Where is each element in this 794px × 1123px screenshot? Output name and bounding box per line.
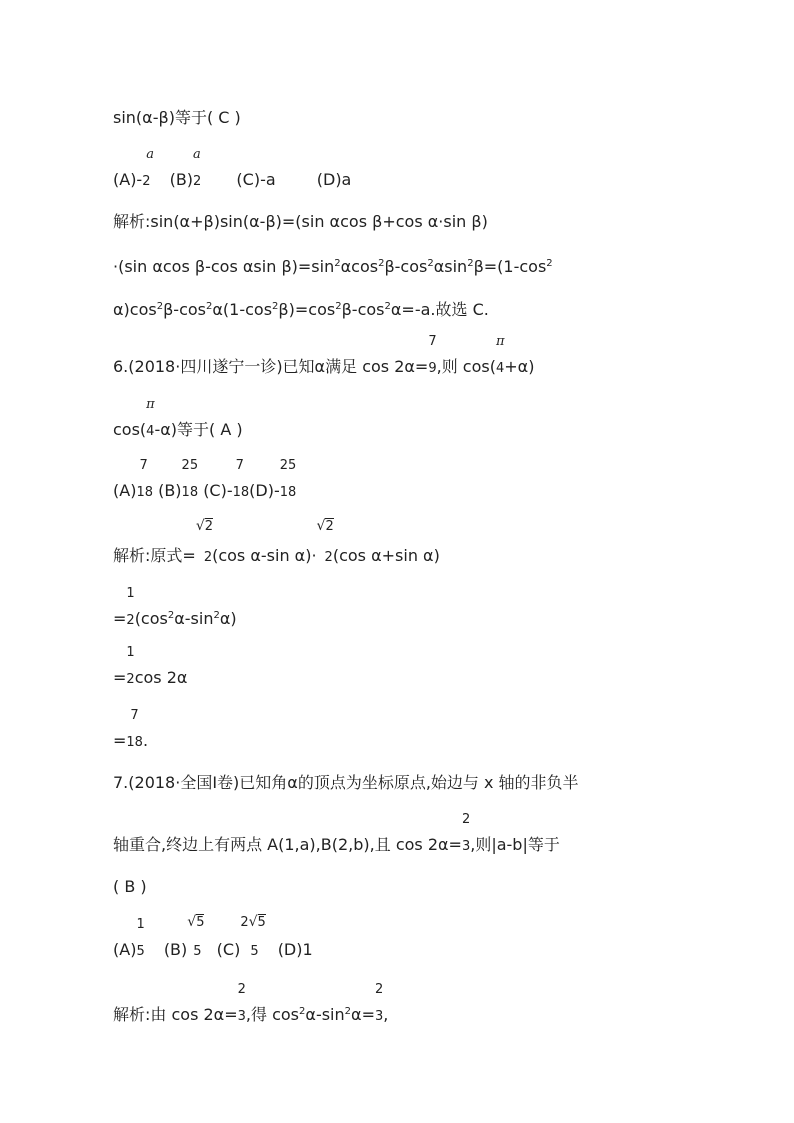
q6-frac-sqrt2-2b: √2 2 xyxy=(316,518,334,565)
q6-option-a: (A) xyxy=(113,481,137,500)
q7-solution-line-1: 解析:由 cos 2α= 2 3,得 $\cos^2\alpha-\sin^2\alpha=$ 2 3, xyxy=(113,1002,388,1027)
q6-frac-25-18: 25 18 xyxy=(181,458,199,500)
q5-option-d: (D)a xyxy=(316,170,352,189)
q6-stem-line-1: 6.(2018·四川遂宁一诊)已知α满足 cos 2α= 7 9,则 cos( π 4+α) xyxy=(113,357,534,379)
q6-options xyxy=(113,458,297,503)
q6-solution-line-3: = 1 2cos 2α xyxy=(113,668,187,690)
q7-frac-2-3c: 2 3 xyxy=(374,982,384,1024)
q7-frac-2-3b: 2 3 xyxy=(237,982,246,1024)
q7-frac-2-3: 2 3 xyxy=(461,812,471,854)
q7-option-a: (A) xyxy=(113,940,137,959)
q6-option-b: (B) xyxy=(158,481,182,500)
q5-option-a: (A)- xyxy=(113,170,143,189)
q7-stem-line-1: 7.(2018·全国Ⅰ卷)已知角α的顶点为坐标原点,始边与 x 轴的非负半 xyxy=(113,773,579,792)
q6-solution-line-4: = 7 18. xyxy=(113,731,148,753)
q7-stem-line-2: 轴重合,终边上有两点 A(1,a),B(2,b),且 cos 2α= 2 3,则|a-b|等于 xyxy=(113,835,560,857)
q5-options xyxy=(113,147,352,192)
q6-frac-7-18b: 7 18 xyxy=(232,458,250,500)
q6-frac-sqrt2-2: √2 2 xyxy=(195,518,214,565)
q5-frac-a: a 2 xyxy=(142,147,154,189)
q6-stem-line-2: cos( π 4-α)等于( A ) xyxy=(113,420,243,442)
q5-solution-line-2: ·(sin αcos β-cos αsin $\beta)=\sin^2\alpha\cos^2\beta-\cos^2\alpha\sin^2\beta=(1-\cos^2$ xyxy=(113,257,553,276)
q7-option-c: (C) xyxy=(216,940,241,959)
q6-frac-7-18: 7 18 xyxy=(136,458,153,500)
q6-frac-pi-4: π 4 xyxy=(495,334,505,376)
q7-stem-line-3: ( B ) xyxy=(113,877,147,896)
q5-solution-line-3: $\alpha)\cos^2\beta-\cos^2\alpha(1-\cos^2\beta)=\cos^2\beta-\cos^2\alpha=-a$.故选 C. xyxy=(113,300,489,319)
q7-frac-sqrt5-5: √5 5 xyxy=(187,914,205,959)
q5-stem: sin(α-β)等于( C ) xyxy=(113,108,241,127)
q7-frac-2sqrt5-5: 2√5 5 xyxy=(240,914,266,959)
q6-frac-7-18c: 7 18 xyxy=(126,708,143,750)
q6-frac-pi-4b: π 4 xyxy=(146,397,155,439)
q7-options xyxy=(113,914,313,962)
q6-frac-1-2b: 1 2 xyxy=(126,645,135,687)
q6-solution-line-2: = 1 $2(\cos^2\alpha-\sin^2\alpha)$ xyxy=(113,606,237,631)
q6-option-d: (D)- xyxy=(249,481,280,500)
q7-option-d: (D)1 xyxy=(277,940,313,959)
q5-option-b: (B) xyxy=(169,170,194,189)
q6-frac-1-2: 1 2 xyxy=(126,586,135,628)
q7-frac-1-5: 1 5 xyxy=(136,917,145,959)
q7-option-b: (B) xyxy=(163,940,188,959)
q6-frac-25-18b: 25 18 xyxy=(279,458,297,500)
q6-option-c: (C)- xyxy=(203,481,233,500)
q5-solution-line-1: 解析:sin(α+β)sin(α-β)=(sin αcos β+cos α·sin β) xyxy=(113,212,488,231)
q6-solution-line-1: 解析:原式= √2 2(cos α-sin α)· √2 2(cos α+sin α) xyxy=(113,546,440,568)
q5-option-c: (C)-a xyxy=(236,170,276,189)
q6-frac-7-9: 7 9 xyxy=(428,334,437,376)
q5-frac-b: a 2 xyxy=(193,147,202,189)
